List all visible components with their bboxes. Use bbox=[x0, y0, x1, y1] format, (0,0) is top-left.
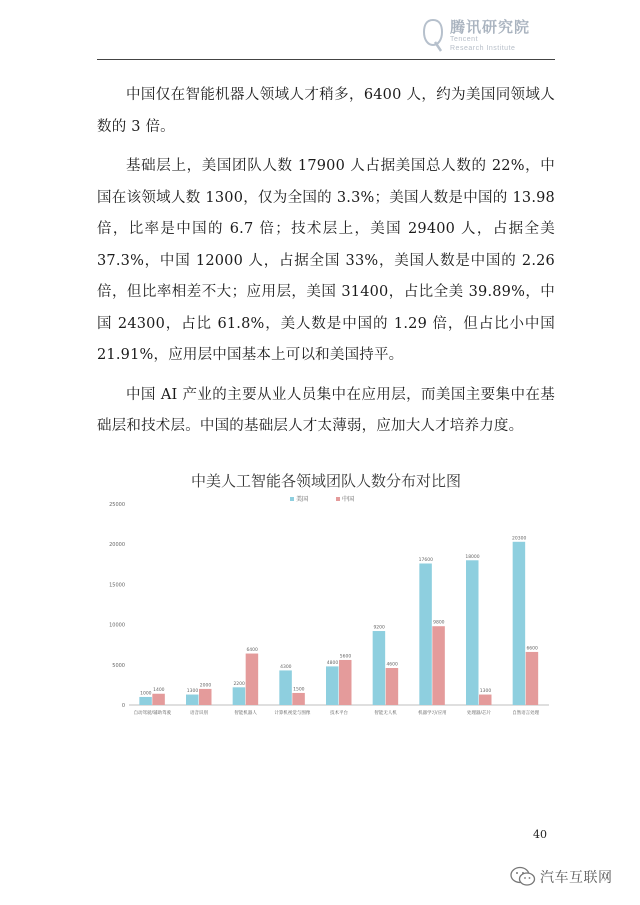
wechat-icon bbox=[510, 866, 536, 888]
chart-canvas bbox=[97, 462, 555, 724]
legend-swatch bbox=[336, 497, 340, 501]
data-label: 9200 bbox=[373, 625, 385, 631]
bar-cn bbox=[199, 689, 212, 705]
x-tick-label: 自动驾驶/辅助驾驶 bbox=[133, 711, 172, 716]
x-tick-label: 智能无人机 bbox=[374, 711, 397, 716]
bar-cn bbox=[292, 693, 305, 705]
bar-us bbox=[326, 666, 339, 705]
data-label: 6600 bbox=[526, 646, 538, 652]
data-label: 20300 bbox=[512, 536, 527, 542]
bar-us bbox=[233, 687, 246, 705]
data-label: 1300 bbox=[479, 689, 492, 695]
data-label: 18000 bbox=[465, 554, 480, 560]
logo-english-line2: Research Institute bbox=[450, 45, 516, 52]
data-label: 4300 bbox=[280, 664, 292, 670]
legend-swatch bbox=[290, 497, 294, 501]
bar-cn bbox=[526, 652, 539, 705]
bar-cn bbox=[246, 654, 259, 705]
bar-us bbox=[513, 542, 526, 705]
bar-cn bbox=[152, 694, 165, 705]
bar-us bbox=[279, 670, 292, 705]
y-tick-label: 25000 bbox=[109, 502, 125, 508]
x-tick-label: 语音识别 bbox=[190, 711, 208, 716]
bar-us bbox=[373, 631, 386, 705]
bar-cn bbox=[479, 695, 492, 705]
data-label: 2000 bbox=[199, 683, 212, 689]
data-label: 1000 bbox=[140, 691, 152, 697]
legend-label: 美国 bbox=[296, 496, 309, 503]
page-number: 40 bbox=[533, 828, 547, 841]
bar-cn bbox=[386, 668, 399, 705]
paragraph: 中国仅在智能机器人领域人才稍多，6400 人，约为美国同领域人数的 3 倍。 bbox=[97, 87, 555, 135]
y-tick-label: 20000 bbox=[109, 542, 125, 549]
tencent-research-logo bbox=[422, 14, 552, 58]
y-tick-label: 5000 bbox=[112, 662, 125, 669]
legend-label: 中国 bbox=[342, 496, 355, 503]
header-divider bbox=[97, 59, 555, 60]
y-tick-label: 15000 bbox=[109, 582, 125, 589]
watermark-text: 汽车互联网 bbox=[540, 870, 613, 886]
bar-cn bbox=[432, 626, 445, 705]
data-label: 2200 bbox=[233, 681, 245, 687]
data-label: 6400 bbox=[246, 648, 258, 654]
paragraph: 中国 AI 产业的主要从业人员集中在应用层，而美国主要集中在基础层和技术层。中国的基础层人才太薄弱，应加大人才培养力度。 bbox=[97, 386, 555, 434]
data-label: 9800 bbox=[433, 620, 445, 626]
body-text bbox=[97, 80, 555, 451]
logo-english-line1: Tencent bbox=[450, 36, 479, 43]
chart-title: 中美人工智能各领域团队人数分布对比图 bbox=[190, 472, 462, 490]
y-tick-label: 10000 bbox=[109, 622, 125, 629]
data-label: 4800 bbox=[326, 660, 339, 666]
x-tick-label: 处理器/芯片 bbox=[466, 711, 492, 716]
x-tick-label: 技术平台 bbox=[330, 711, 348, 716]
data-label: 1500 bbox=[293, 687, 305, 693]
data-label: 5600 bbox=[339, 654, 352, 660]
x-tick-label: 机器学习/应用 bbox=[418, 711, 447, 716]
wechat-watermark bbox=[510, 864, 640, 890]
x-tick-label: 智能机器人 bbox=[234, 711, 257, 716]
paragraph: 基础层上，美国团队人数 17900 人占据美国总人数的 22%，中国在该领域人数 1300，仅为全国的 3.3%；美国人数是中国的 13.98 倍，比率是中国的 6.7 倍；技术层上，美国 29400 人，占据全美 37.3%，中国 12000 人，占据全国 33%，美国人数是中国的 2.26 倍，但比率相差不大；应用层，美国 31400，占比全美 39.89%，中国 24300，占比 61.8%，美人数是中国的 1.29 倍，但占比小中国 21.91%，应用层中国基本上可以和美国持平。 bbox=[97, 158, 555, 363]
data-label: 17600 bbox=[418, 557, 433, 563]
bar-us bbox=[419, 563, 432, 705]
data-label: 1300 bbox=[186, 689, 199, 695]
x-tick-label: 自然语言处理 bbox=[512, 711, 540, 716]
x-tick-label: 计算机视觉与图像 bbox=[274, 711, 311, 716]
logo-mark-icon bbox=[422, 18, 444, 52]
data-label: 4600 bbox=[386, 662, 398, 668]
bar-cn bbox=[339, 660, 352, 705]
y-tick-label: 0 bbox=[121, 703, 125, 709]
bar-us bbox=[139, 697, 152, 705]
logo-chinese-text: 腾讯研究院 bbox=[450, 18, 531, 36]
bar-us bbox=[466, 560, 479, 705]
bar-chart bbox=[97, 462, 555, 724]
bar-us bbox=[186, 695, 199, 705]
data-label: 1400 bbox=[153, 688, 165, 694]
